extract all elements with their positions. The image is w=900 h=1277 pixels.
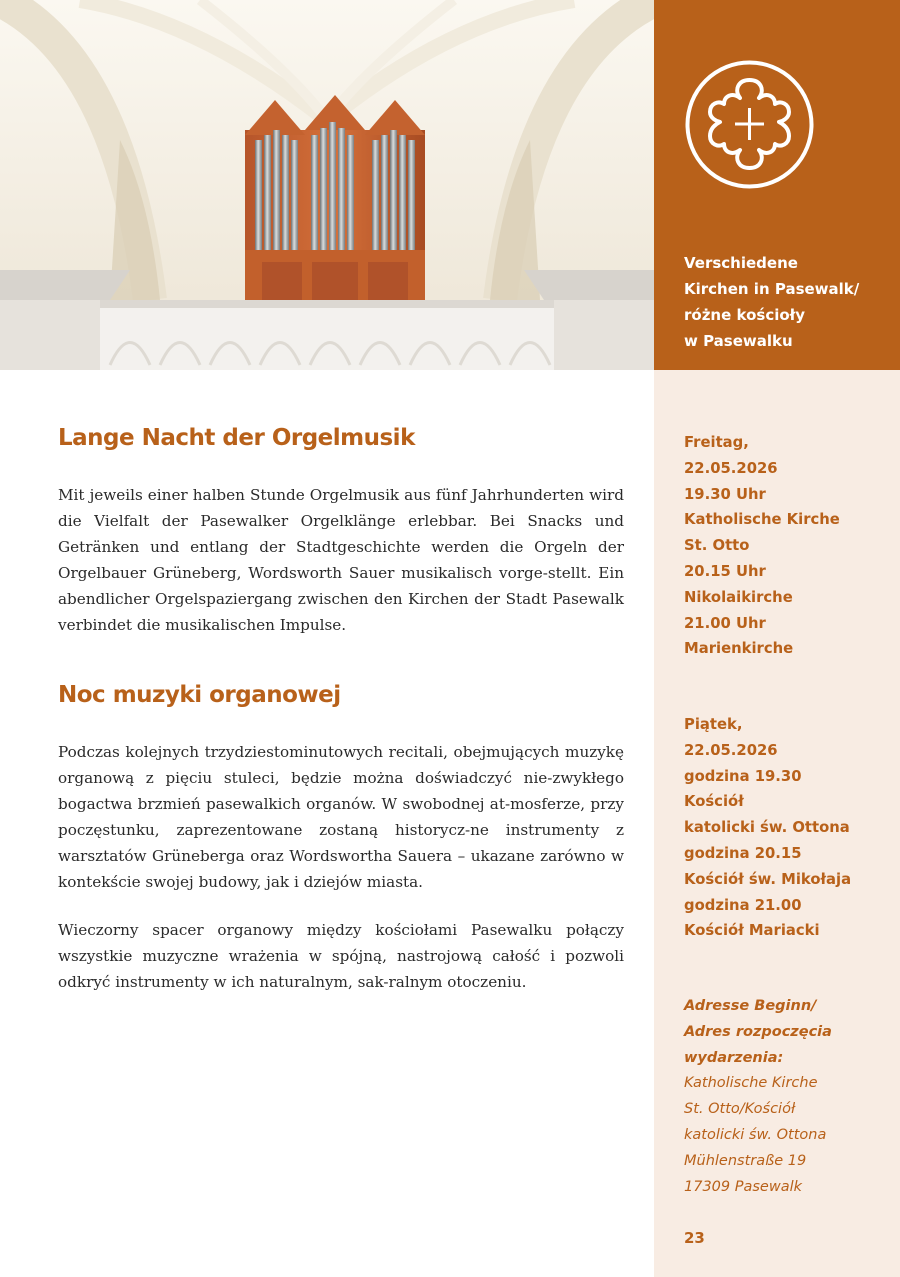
category-line: różne kościoły	[684, 306, 805, 324]
schedule-line: Marienkirche	[684, 640, 794, 658]
category-line: Kirchen in Pasewalk/	[684, 280, 860, 298]
article-body-pl-2: Wieczorny spacer organowy między kościołami Pasewalku połączy wszystkie muzyczne wrażenia w spójną, nastrojową całość i pozwoli odkryć instrumenty w ich naturalnym, sak-ralnym otoczeniu.	[58, 921, 624, 991]
schedule-line: 21.00 Uhr	[684, 614, 766, 632]
schedule-line: 22.05.2026	[684, 741, 778, 759]
page-number: 23	[684, 1229, 705, 1247]
article-body-de: Mit jeweils einer halben Stunde Orgelmusik aus fünf Jahrhunderten wird die Vielfalt der Pasewalker Orgelklänge erlebbar. Bei Snacks und Getränken und entlang der Stadtgeschichte werden die Orgeln der Orgelbauer Grüneberg, Wordsworth Sauer musikalisch vorge-stellt. Ein abendlicher Orgelspaziergang zwischen den Kirchen der Stadt Pasewalk verbindet die musikalischen Impulse.	[58, 486, 624, 634]
organ-illustration	[0, 0, 654, 370]
article-body-pl-1: Podczas kolejnych trzydziestominutowych recitali, obejmujących muzykę organową z pięciu stuleci, będzie można doświadczyć nie-zwykłego bogactwa brzmień pasewalkich organów. W swobodnej at-mosferze, przy poczęstunku, zaprezentowane zostaną historycz-ne instrumenty z warsztatów Grüneberga oraz Wordswortha Sauera – ukazane zarówno w kontekście swojej budowy, jak i dziejów miasta.	[58, 743, 624, 891]
schedule-line: Kościół	[684, 793, 744, 811]
address-line: Katholische Kirche	[684, 1075, 818, 1092]
address-heading: wydarzenia:	[684, 1049, 784, 1066]
category-line: Verschiedene	[684, 254, 798, 272]
address-line: 17309 Pasewalk	[684, 1178, 803, 1195]
organ-photo	[0, 0, 654, 370]
category-label	[684, 250, 884, 354]
schedule-line: Piątek,	[684, 716, 743, 733]
address-line: St. Otto/Kościół	[684, 1101, 796, 1118]
schedule-line: Freitag,	[684, 434, 749, 451]
schedule-line: Nikolaikirche	[684, 588, 793, 606]
quatrefoil-cross-icon	[683, 58, 816, 191]
schedule-line: godzina 21.00	[684, 896, 802, 914]
address-line: katolicki św. Ottona	[684, 1126, 827, 1143]
schedule-line: St. Otto	[684, 537, 750, 555]
schedule-line: Kościół Mariacki	[684, 922, 820, 940]
schedule-line: Katholische Kirche	[684, 511, 840, 529]
schedule-de	[684, 430, 884, 662]
start-address	[684, 994, 889, 1200]
article-title-de: Lange Nacht der Orgelmusik	[58, 425, 415, 451]
schedule-line: 20.15 Uhr	[684, 562, 766, 580]
schedule-line: 19.30 Uhr	[684, 485, 766, 503]
address-line: Mühlenstraße 19	[684, 1152, 807, 1169]
article-title-pl: Noc muzyki organowej	[58, 682, 341, 708]
schedule-line: 22.05.2026	[684, 459, 778, 477]
schedule-line: godzina 20.15	[684, 844, 802, 862]
category-line: w Pasewalku	[684, 332, 793, 350]
address-heading: Adresse Beginn/	[684, 998, 817, 1014]
schedule-line: katolicki św. Ottona	[684, 819, 850, 837]
schedule-line: Kościół św. Mikołaja	[684, 870, 852, 888]
address-heading: Adres rozpoczęcia	[684, 1023, 832, 1040]
schedule-line: godzina 19.30	[684, 767, 802, 785]
schedule-pl	[684, 712, 884, 944]
